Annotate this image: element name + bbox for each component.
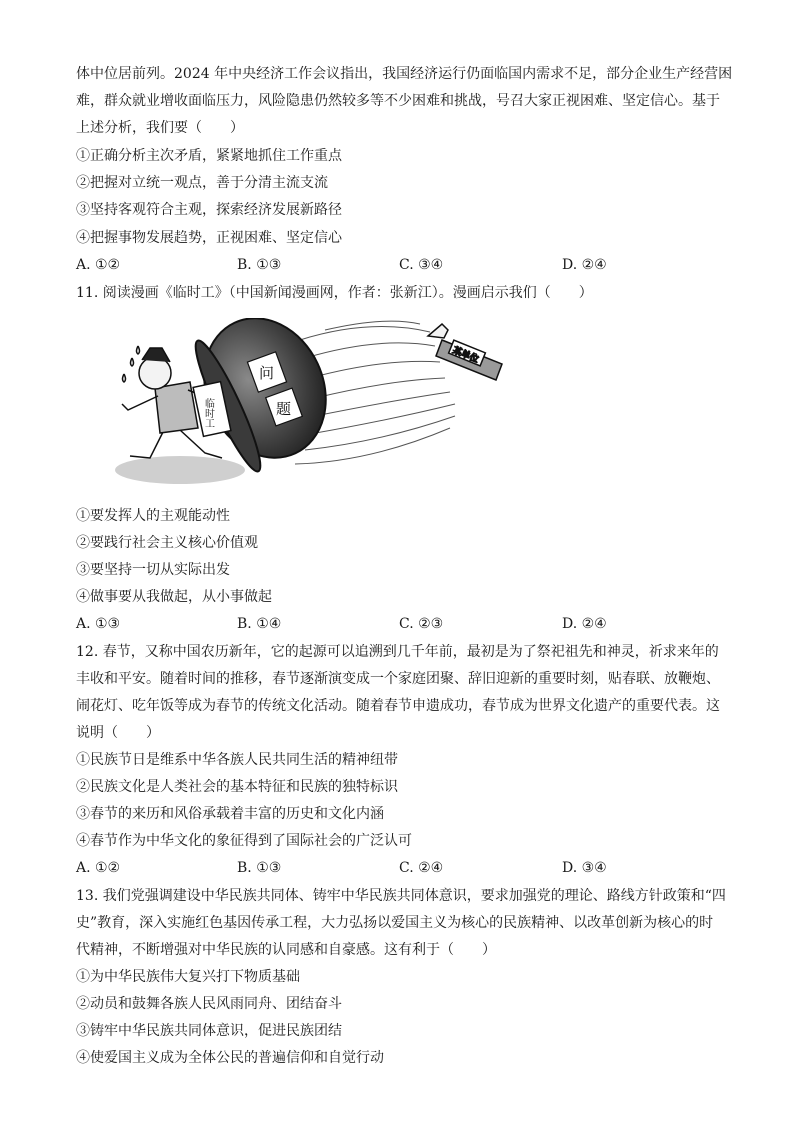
q11-item-4: ④做事要从我做起，从小事做起 [76,589,272,605]
q12-item-1: ①民族节日是维系中华各族人民共同生活的精神纽带 [76,752,398,768]
q10-item-4: ④把握事物发展趋势，正视困难、坚定信心 [76,230,342,246]
q13-stem-line-3: 代精神，不断增强对中华民族的认同感和自豪感。这有利于（ ） [76,942,496,958]
q11-options [76,614,726,634]
q10-item-2: ②把握对立统一观点，善于分清主流支流 [76,175,328,191]
q13-stem-line-1: 13. 我们党强调建设中华民族共同体、铸牢中华民族共同体意识，要求加强党的理论、路线方针政策和“四 [76,888,726,904]
throwing-hand-icon [428,324,502,380]
q12-stem-line-2: 丰收和平安。随着时间的推移，春节逐渐演变成一个家庭团聚、辞旧迎新的重要时刻，贴春联、放鞭炮、 [76,671,720,687]
q10-option-b[interactable]: B. ①③ [237,257,282,273]
q11-option-b[interactable]: B. ①④ [237,616,282,632]
q12-options [76,858,726,878]
q11-item-1: ①要发挥人的主观能动性 [76,508,230,524]
q10-options [76,255,726,275]
q10-item-3: ③坚持客观符合主观，探索经济发展新路径 [76,202,342,218]
cartoon-image [110,318,510,498]
sign-label: 临时工 [202,398,214,428]
q12-option-a[interactable]: A. ①② [76,860,121,876]
q12-stem-line-3: 闹花灯、吃年饭等成为春节的传统文化活动。随着春节申遗成功，春节成为世界文化遗产的重要代表。这 [76,698,720,714]
q12-option-d[interactable]: D. ③④ [562,860,607,876]
q10-stem-line-2: 难，群众就业增收面临压力，风险隐患仍然较多等不少困难和挑战，号召大家正视困难、坚定信心。基于 [76,93,720,109]
q11-item-2: ②要践行社会主义核心价值观 [76,535,258,551]
q11-stem: 11. 阅读漫画《临时工》（中国新闻漫画网，作者：张新江）。漫画启示我们（ ） [76,285,593,301]
q11-option-c[interactable]: C. ②③ [399,616,444,632]
hand-label: 某单位 [451,345,480,366]
q11-option-a[interactable]: A. ①③ [76,616,121,632]
q13-item-2: ②动员和鼓舞各族人民风雨同舟、团结奋斗 [76,996,342,1012]
q12-option-b[interactable]: B. ①③ [237,860,282,876]
q12-item-3: ③春节的来历和风俗承载着丰富的历史和文化内涵 [76,806,384,822]
q10-stem-line-3: 上述分析，我们要（ ） [76,120,244,136]
pot-label-1: 问 [259,364,275,382]
q13-item-4: ④使爱国主义成为全体公民的普遍信仰和自觉行动 [76,1050,384,1066]
q10-option-a[interactable]: A. ①② [76,257,121,273]
q10-option-c[interactable]: C. ③④ [399,257,444,273]
q10-option-d[interactable]: D. ②④ [562,257,607,273]
q12-item-2: ②民族文化是人类社会的基本特征和民族的独特标识 [76,779,398,795]
q11-item-3: ③要坚持一切从实际出发 [76,562,230,578]
q12-stem-line-4: 说明（ ） [76,725,160,741]
q12-option-c[interactable]: C. ②④ [399,860,444,876]
q13-stem-line-2: 史”教育，深入实施红色基因传承工程，大力弘扬以爱国主义为核心的民族精神、以改革创新为核心的时 [76,915,714,931]
q10-stem-line-1: 体中位居前列。2024 年中央经济工作会议指出，我国经济运行仍面临国内需求不足，部分企业生产经营困 [76,66,733,82]
q13-item-3: ③铸牢中华民族共同体意识，促进民族团结 [76,1023,342,1039]
pot-label-2: 题 [276,400,292,418]
ground-shadow [115,456,245,484]
q12-item-4: ④春节作为中华文化的象征得到了国际社会的广泛认可 [76,833,412,849]
q13-item-1: ①为中华民族伟大复兴打下物质基础 [76,969,300,985]
q10-item-1: ①正确分析主次矛盾，紧紧地抓住工作重点 [76,148,342,164]
q11-option-d[interactable]: D. ②④ [562,616,607,632]
q12-stem-line-1: 12. 春节，又称中国农历新年，它的起源可以追溯到几千年前，最初是为了祭祀祖先和神灵，祈求来年的 [76,644,719,660]
